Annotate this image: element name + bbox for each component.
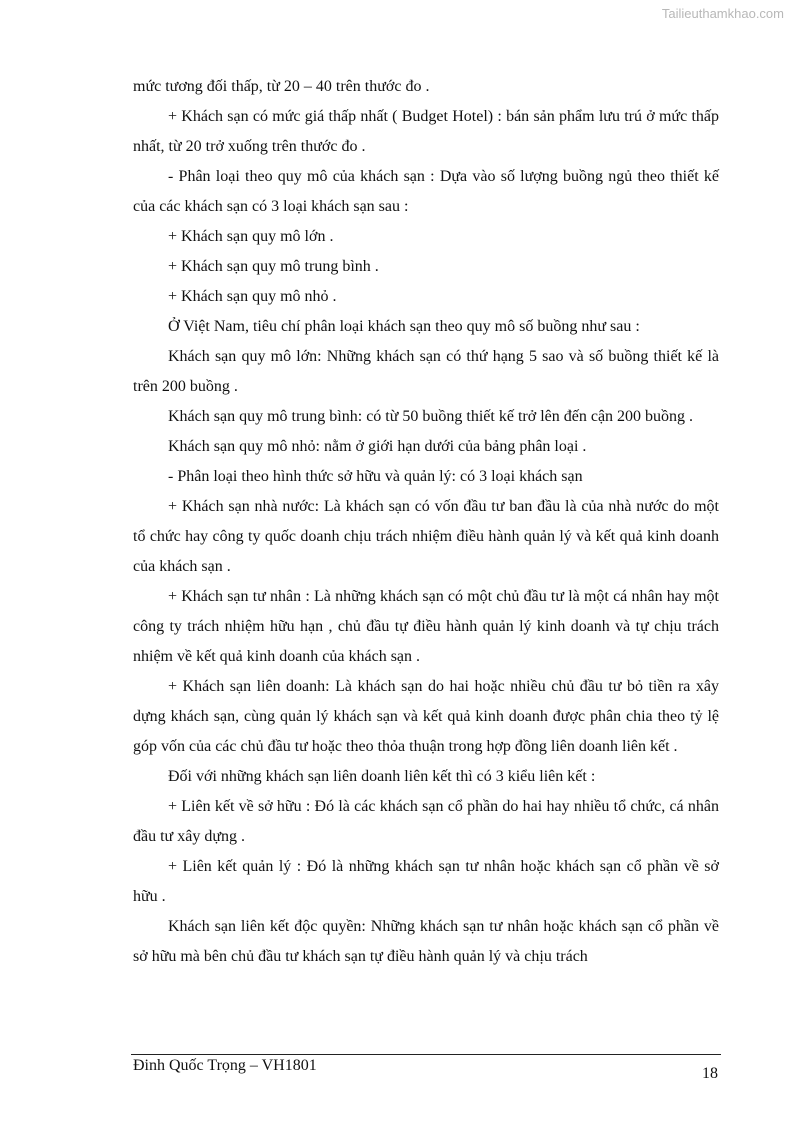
paragraph: Ở Việt Nam, tiêu chí phân loại khách sạn theo quy mô số buồng như sau : bbox=[168, 318, 640, 335]
document-body bbox=[133, 72, 719, 972]
paragraph: + Liên kết về sở hữu : Đó là các khách sạn cổ phần do hai hay nhiều tổ chức, cá nhân đầu tư xây dựng . bbox=[133, 798, 719, 845]
paragraph: + Liên kết quản lý : Đó là những khách sạn tư nhân hoặc khách sạn cổ phần về sở hữu . bbox=[133, 858, 719, 905]
footer-author: Đinh Quốc Trọng – VH1801 bbox=[133, 1057, 317, 1074]
page-number: 18 bbox=[702, 1065, 718, 1082]
paragraph: + Khách sạn tư nhân : Là những khách sạn có một chủ đầu tư là một cá nhân hay một công ty trách nhiệm hữu hạn , chủ đầu tự điều hành quản lý kinh doanh và tự chịu trách nhiệm về kết quả kinh doanh của khách sạn . bbox=[133, 588, 719, 665]
paragraph: + Khách sạn liên doanh: Là khách sạn do hai hoặc nhiều chủ đầu tư bỏ tiền ra xây dựng khách sạn, cùng quản lý khách sạn và kết quả kinh doanh được phân chia theo tỷ lệ góp vốn của các chủ đầu tư hoặc theo thỏa thuận trong hợp đồng liên doanh liên kết . bbox=[133, 678, 719, 755]
paragraph: + Khách sạn quy mô lớn . bbox=[168, 228, 334, 245]
paragraph: Khách sạn quy mô nhỏ: nằm ở giới hạn dưới của bảng phân loại . bbox=[168, 438, 587, 455]
paragraph: + Khách sạn nhà nước: Là khách sạn có vốn đầu tư ban đầu là của nhà nước do một tổ chức hay công ty quốc doanh chịu trách nhiệm điều hành quản lý và kết quả kinh doanh của khách sạn . bbox=[133, 498, 719, 575]
paragraph: mức tương đối thấp, từ 20 – 40 trên thước đo . bbox=[133, 78, 430, 95]
paragraph: - Phân loại theo hình thức sở hữu và quản lý: có 3 loại khách sạn bbox=[168, 468, 583, 485]
footer-divider bbox=[131, 1054, 721, 1055]
paragraph: Khách sạn liên kết độc quyền: Những khách sạn tư nhân hoặc khách sạn cổ phần về sở hữu mà bên chủ đầu tư khách sạn tự điều hành quản lý và chịu trách bbox=[133, 918, 719, 965]
paragraph: Khách sạn quy mô trung bình: có từ 50 buồng thiết kế trở lên đến cận 200 buồng . bbox=[168, 408, 694, 425]
paragraph: + Khách sạn có mức giá thấp nhất ( Budget Hotel) : bán sản phẩm lưu trú ở mức thấp nhất, từ 20 trở xuống trên thước đo . bbox=[133, 108, 719, 155]
watermark: Tailieuthamkhao.com bbox=[661, 6, 784, 21]
paragraph: + Khách sạn quy mô trung bình . bbox=[168, 258, 379, 275]
paragraph: + Khách sạn quy mô nhỏ . bbox=[168, 288, 337, 305]
paragraph: - Phân loại theo quy mô của khách sạn : Dựa vào số lượng buồng ngủ theo thiết kế của các khách sạn có 3 loại khách sạn sau : bbox=[133, 168, 719, 215]
paragraph: Khách sạn quy mô lớn: Những khách sạn có thứ hạng 5 sao và số buồng thiết kế là trên 200 buồng . bbox=[133, 348, 719, 395]
paragraph: Đối với những khách sạn liên doanh liên kết thì có 3 kiểu liên kết : bbox=[168, 768, 596, 785]
